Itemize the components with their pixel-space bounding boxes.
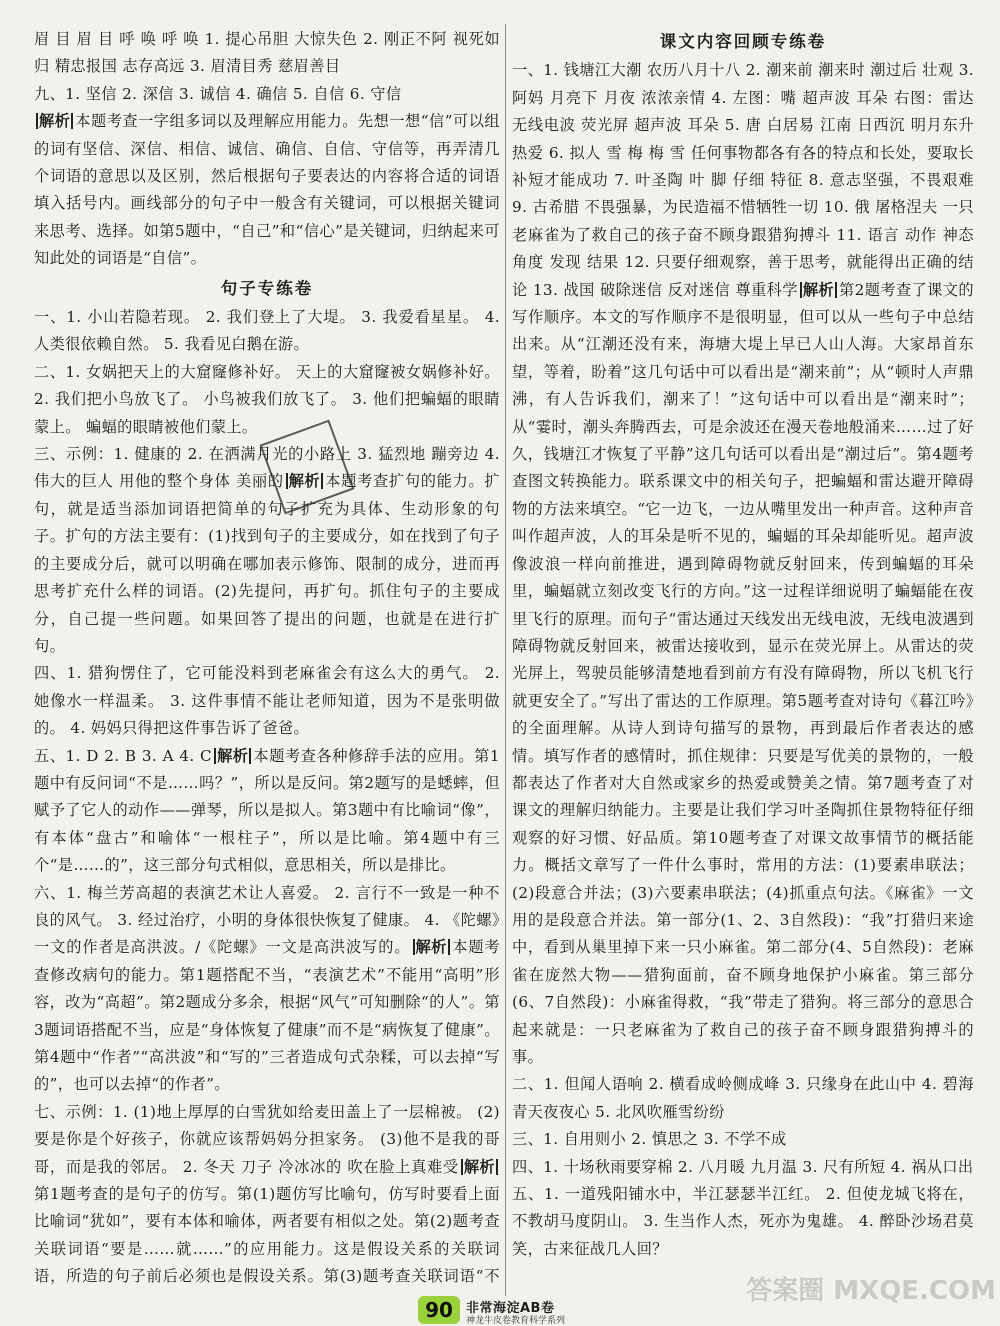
question-6: [34, 880, 500, 1099]
analysis-text: 第2题考查了课文的写作顺序。本文的写作顺序不是很明显，但可以从一些句子中总结出来。从“江潮还没有来，海塘大堤上早已人山人海。大家昂首东望，等着，盼着”这几句话中可以看出是“潮来前”；从“顿时人声鼎沸，有人告诉我们，潮来了！”这句话中可以看出是“潮来时”；从“霎时，潮头奔腾西去，可是余波还在漫天卷地般涌来……过了好久，钱塘江才恢复了平静”这几句话可以看出是“潮过后”。第4题考查图文转换能力。联系课文中的相关句子，把蝙蝠和雷达避开障碍物的方法来填空。“它一边飞，一边从嘴里发出一种声音。这种声音叫作超声波，人的耳朵是听不见的，蝙蝠的耳朵却能听见。超声波像波浪一样向前推进，遇到障碍物就反射回来，传到蝙蝠的耳朵里，蝙蝠就立刻改变飞行的方向。”这一过程详细说明了蝙蝠能在夜里飞行的原理。而句子“雷达通过天线发出无线电波，无线电波遇到障碍物就反射回来，被雷达接收到，显示在荧光屏上。从雷达的荧光屏上，驾驶员能够清楚地看到前方有没有障碍物，所以飞机飞行就更安全了。”写出了雷达的工作原理。第5题考查对诗句《暮江吟》的全面理解。从诗人到诗句描写的景物，再到最后作者表达的感情。填写作者的感情时，抓住规律：只要是写优美的景物的，一般都表达了作者对大自然或家乡的热爱或赞美之情。第7题考查了对课文的理解归纳能力。主要是让我们学习叶圣陶抓住景物特征仔细观察的好习惯、好品质。第10题考查了对课文故事情节的概括能力。概括文章写了一件什么事时，常用的方法：(1)要素串联法；(2)段意合并法；(3)六要素串联法；(4)抓重点句法。《麻雀》一文用的是段意合并法。第一部分(1、2、3自然段)：“我”打猎归来途中，看到从巢里掉下来一只小麻雀。第二部分(4、5自然段)：老麻雀在庞然大物——猎狗面前，奋不顾身地保护小麻雀。第三部分(6、7自然段)：小麻雀得救，“我”带走了猎狗。将三部分的意思合起来就是：一只老麻雀为了救自己的孩子奋不顾身跟猎狗搏斗的事。: [512, 280, 974, 1067]
right-column: [512, 26, 974, 1296]
question-3: 三、1. 自用则小 2. 慎思之 3. 不学不成: [512, 1130, 787, 1149]
question-5: [34, 743, 500, 880]
left-column: [34, 26, 500, 1296]
answer-paragraph: 眉 目 眉 目 呼 唤 呼 唤 1. 提心吊胆 大惊失色 2. 刚正不阿 视死如归 精忠报国 志存高远 3. 眉清目秀 慈眉善目: [34, 30, 500, 76]
analysis-tag: 解析: [800, 282, 837, 298]
question-5: 五、1. 一道残阳铺水中，半江瑟瑟半江红。 2. 但使龙城飞将在，不教胡马度阴山。 3. 生当作人杰，死亦为鬼雄。 4. 醉卧沙场君莫笑，古来征战几人回？: [512, 1185, 974, 1258]
question-1: [512, 57, 974, 1071]
site-watermark: 答案圈 MXQE.COM: [746, 1276, 996, 1306]
analysis-text: 第1题考查的是句子的仿写。第(1)题仿写比喻句，仿写时要看上面比喻词“犹如”，要有本体和喻体，两者要有相似之处。第(2)题考查关联词语“要是……就……”的应用能力。这是假设关系的关联词语，所造的句子前后必须也是假设关系。第(3)题考查关联词语“不: [34, 1185, 500, 1286]
series-subtitle: 神龙牛皮卷教育科学系列: [466, 1316, 566, 1326]
question-1: 一、1. 小山若隐若现。 2. 我们登上了大堤。 3. 我爱看星星。 4. 人类很依赖自然。 5. 我看见白鹅在游。: [34, 308, 500, 354]
analysis-tag: 解析: [286, 473, 323, 489]
answer-text: 五、1. D 2. B 3. A 4. C: [34, 746, 213, 765]
column-divider: [505, 24, 506, 1296]
analysis-text: 本题考查各种修辞手法的应用。第1题中有反问词“不是……吗？”，所以是反问。第2题写的是蟋蟀，但赋予了它人的动作——弹琴，所以是拟人。第3题中有比喻词“像”，有本体“盘古”和喻体“一根柱子”，所以是比喻。第4题中有三个“是……的”，这三部分句式相似，意思相关，所以是排比。: [34, 746, 500, 875]
answer-text: 六、1. 梅兰芳高超的表演艺术让人喜爱。 2. 言行不一致是一种不良的风气。 3. 经过治疗，小明的身体很快恢复了健康。 4. 《陀螺》一文的作者是高洪波。/《陀螺》一文是高洪波写的。: [34, 883, 500, 957]
page-number: 90: [418, 1296, 460, 1324]
analysis-tag: 解析: [214, 748, 251, 764]
question-4: 四、1. 十场秋雨要穿棉 2. 八月暖 九月温 3. 尺有所短 4. 祸从口出: [512, 1157, 974, 1176]
question-2: 二、1. 女娲把天上的大窟窿修补好。 天上的大窟窿被女娲修补好。 2. 我们把小鸟放飞了。 小鸟被我们放飞了。 3. 他们把蝙蝠的眼睛蒙上。 蝙蝠的眼睛被他们蒙上。: [34, 362, 500, 436]
answer-text: 一、1. 钱塘江大潮 农历八月十八 2. 潮来前 潮来时 潮过后 壮观 3. 阿妈 月亮下 月夜 浓浓亲情 4. 左图：嘴 超声波 耳朵 右图：雷达 无线电波 荧光屏 超声波 耳朵 5. 唐 白居易 江南 日西沉 明月东升 热爱 6. 拟人 雪 梅 梅 雪 任何事物都各有各的特点和长处，要取长补短才能成功 7. 叶圣陶 叶 脚 仔细 特征 8. 意志坚强，不畏艰难 9. 古希腊 不畏强暴，为民造福不惜牺牲一切 10. 俄 屠格涅夫 一只老麻雀为了救自己的孩子奋不顾身跟猎狗搏斗 11. 语言 动作 神态 角度 发现 结果 12. 只要仔细观察，善于思考，就能得出正确的结论 13. 战国 破除迷信 反对迷信 尊重科学: [512, 61, 974, 299]
answer-text: 三、示例：1. 健康的 2. 在洒满月光的小路上 3. 猛烈地 蹦旁边 4. 伟大的巨人 用他的整个身体 美丽的: [34, 445, 500, 491]
answer-paragraph: 九、1. 坚信 2. 深信 3. 诚信 4. 确信 5. 自信 6. 守信: [34, 84, 402, 103]
section-title-review: 课文内容回顾专练卷: [659, 32, 827, 51]
question-3: [34, 441, 500, 660]
analysis-text: 本题考查修改病句的能力。第1题搭配不当，“表演艺术”不能用“高明”形容，改为“高超”。第2题成分多余，根据“风气”可知删除“的人”。第3题词语搭配不当，应是“身体恢复了健康”而不是“病恢复了健康”。第4题中“作者”“高洪波”和“写的”三者造成句式杂糅，可以去掉“写的”，也可以去掉“的作者”。: [34, 938, 500, 1094]
series-title: 非常海淀AB卷: [466, 1301, 555, 1316]
answer-paragraph: [34, 108, 500, 272]
question-2: 二、1. 但闻人语响 2. 横看成岭侧成峰 3. 只缘身在此山中 4. 碧海青天夜夜心 5. 北风吹雁雪纷纷: [512, 1075, 974, 1121]
analysis-text: 本题考查扩句的能力。扩句，就是适当添加词语把简单的句子扩充为具体、生动形象的句子。扩句的方法主要有：(1)找到句子的主要成分，如在找到了句子的主要成分后，就可以明确在哪加表示修饰、限制的成分，进而再思考扩充什么样的词语。(2)先提问，再扩句。抓住句子的主要成分，自己提一些问题。如果回答了提出的问题，也就是在进行扩句。: [34, 472, 500, 655]
analysis-tag: 解析: [413, 939, 450, 955]
analysis-text: 本题考查一字组多词以及理解应用能力。先想一想“信”可以组的词有坚信、深信、相信、诚信、确信、自信、守信等，再弄清几个词语的意思以及区别，然后根据句子要表达的内容将合适的词语填入括号内。画线部分的句子中一般含有关键词，可以根据关键词来思考、选择。如第5题中，“自己”和“信心”是关键词，归纳起来可知此处的词语是“自信”。: [34, 112, 500, 268]
question-4: 四、1. 猎狗愣住了，它可能没料到老麻雀会有这么大的勇气。 2. 她像水一样温柔。 3. 这件事情不能让老师知道，因为不是张明做的。 4. 妈妈只得把这件事告诉了爸爸。: [34, 664, 500, 738]
question-7: [34, 1099, 500, 1296]
analysis-tag: 解析: [36, 113, 73, 129]
analysis-tag: 解析: [461, 1159, 498, 1175]
answer-text: 七、示例：1. (1)地上厚厚的白雪犹如给麦田盖上了一层棉被。 (2)要是你是个好孩子，你就应该帮妈妈分担家务。 (3)他不是我的哥哥，而是我的邻居。 2. 冬天 刀子 冷冰冰的 吹在脸上真难受: [34, 1102, 500, 1176]
section-title-sentences: 句子专练卷: [220, 278, 314, 298]
